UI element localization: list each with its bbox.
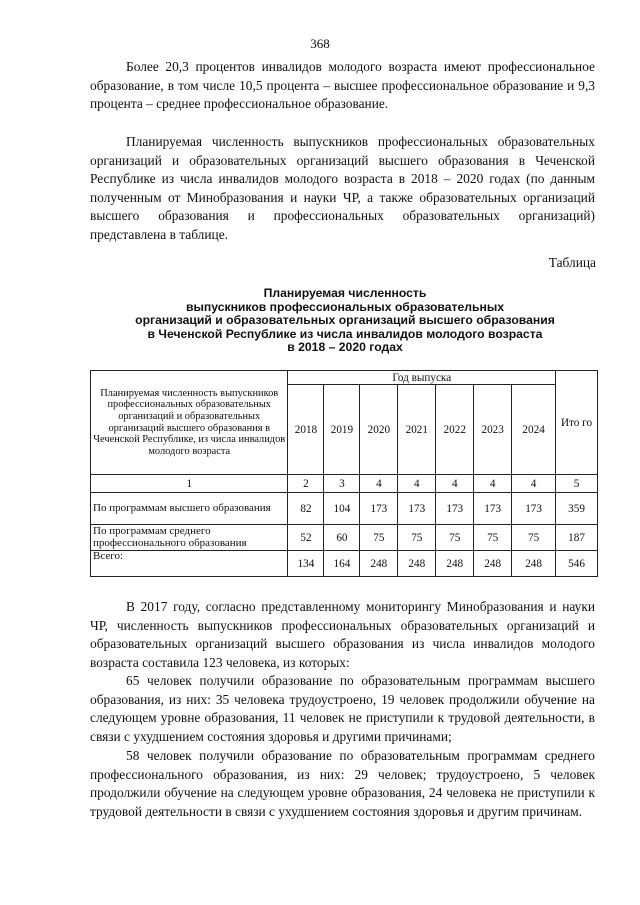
table-title-line: в 2018 – 2020 годах <box>287 340 403 354</box>
value-cell: 75 <box>360 525 398 551</box>
table-row <box>91 551 598 577</box>
total-cell: 359 <box>556 493 598 525</box>
numbering-cell: 4 <box>398 475 436 493</box>
year-header: 2022 <box>436 385 474 475</box>
table-title-line: Планируемая численность <box>263 286 427 300</box>
table-numbering-row <box>91 475 598 493</box>
year-header: 2020 <box>360 385 398 475</box>
value-cell: 173 <box>474 493 512 525</box>
row-label: По программам среднего профессионального образования <box>91 525 288 551</box>
year-header: 2024 <box>512 385 556 475</box>
year-group-header: Год выпуска <box>288 371 556 385</box>
graduates-table <box>90 370 598 577</box>
year-header: 2023 <box>474 385 512 475</box>
total-header: Ито го <box>556 371 598 475</box>
table-row <box>91 493 598 525</box>
paragraph-2017-monitoring: В 2017 году, согласно представленному мониторингу Минобразования и науки ЧР, численность выпускников профессиональных образовательных организаций и образовательных организаций высшего образования из числа инвалидов молодого возраста составила 123 человека, из которых: <box>90 599 595 670</box>
value-cell: 248 <box>398 551 436 577</box>
value-cell: 104 <box>324 493 360 525</box>
table-row <box>91 525 598 551</box>
page-number: 368 <box>310 36 330 51</box>
table-header-row <box>91 371 598 385</box>
value-cell: 173 <box>436 493 474 525</box>
row-label: Всего: <box>91 551 288 577</box>
numbering-cell: 4 <box>474 475 512 493</box>
table-title-line: в Чеченской Республике из числа инвалидов молодого возраста <box>147 326 543 341</box>
year-header: 2021 <box>398 385 436 475</box>
value-cell: 173 <box>398 493 436 525</box>
table-title <box>95 287 595 355</box>
numbering-cell: 2 <box>288 475 324 493</box>
value-cell: 60 <box>324 525 360 551</box>
value-cell: 173 <box>512 493 556 525</box>
value-cell: 82 <box>288 493 324 525</box>
paragraph-disabled-education-share: Более 20,3 процентов инвалидов молодого возраста имеют профессиональное образование, в том числе 10,5 процента – высшее профессиональное образование и 9,3 процента – среднее профессиональное образование. <box>90 59 595 112</box>
paragraph-secondary-vocational-graduates: 58 человек получили образование по образовательным программам среднего профессионального образования, из них: 29 человек; трудоустроено, 5 человек продолжили обучение на следующем уровне образования, 24 человека не приступили к трудовой деятельности в связи с ухудшением состояния здоровья и другим причинам. <box>90 748 595 819</box>
total-cell: 546 <box>556 551 598 577</box>
value-cell: 75 <box>512 525 556 551</box>
numbering-cell: 1 <box>91 475 288 493</box>
year-header: 2018 <box>288 385 324 475</box>
paragraph-higher-education-graduates: 65 человек получили образование по образовательным программам высшего образования, из них: 35 человека трудоустроено, 19 человек продолжили обучение на следующем уровне образования, 11 человек не приступили к трудовой деятельности, в связи с ухудшением состояния здоровья и другими причинами; <box>90 673 595 744</box>
numbering-cell: 4 <box>360 475 398 493</box>
numbering-cell: 4 <box>436 475 474 493</box>
corner-header-cell: Планируемая численность выпускников профессиональных образовательных организаций и образовательных организаций высшего образования в Чеченской Республике, из числа инвалидов молодого возраста <box>91 371 288 475</box>
total-cell: 187 <box>556 525 598 551</box>
table-label: Таблица <box>548 255 596 270</box>
value-cell: 75 <box>398 525 436 551</box>
numbering-cell: 5 <box>556 475 598 493</box>
numbering-cell: 3 <box>324 475 360 493</box>
value-cell: 248 <box>436 551 474 577</box>
value-cell: 75 <box>436 525 474 551</box>
numbering-cell: 4 <box>512 475 556 493</box>
value-cell: 248 <box>360 551 398 577</box>
table-title-line: организаций и образовательных организаций высшего образования <box>135 313 555 327</box>
value-cell: 173 <box>360 493 398 525</box>
value-cell: 164 <box>324 551 360 577</box>
table-title-line: выпускников профессиональных образовательных <box>185 299 505 314</box>
value-cell: 248 <box>474 551 512 577</box>
year-header: 2019 <box>324 385 360 475</box>
value-cell: 52 <box>288 525 324 551</box>
paragraph-planned-graduates: Планируемая численность выпускников профессиональных образовательных организаций и образовательных организаций высшего образования в Чеченской Республике из числа инвалидов молодого возраста в 2018 – 2020 годах (по данным полученным от Минобразования и науки ЧР, а также образовательных организаций высшего образования и профессиональных образовательных организаций) представлена в таблице. <box>90 134 595 242</box>
row-label: По программам высшего образования <box>91 493 288 525</box>
value-cell: 75 <box>474 525 512 551</box>
value-cell: 248 <box>512 551 556 577</box>
value-cell: 134 <box>288 551 324 577</box>
